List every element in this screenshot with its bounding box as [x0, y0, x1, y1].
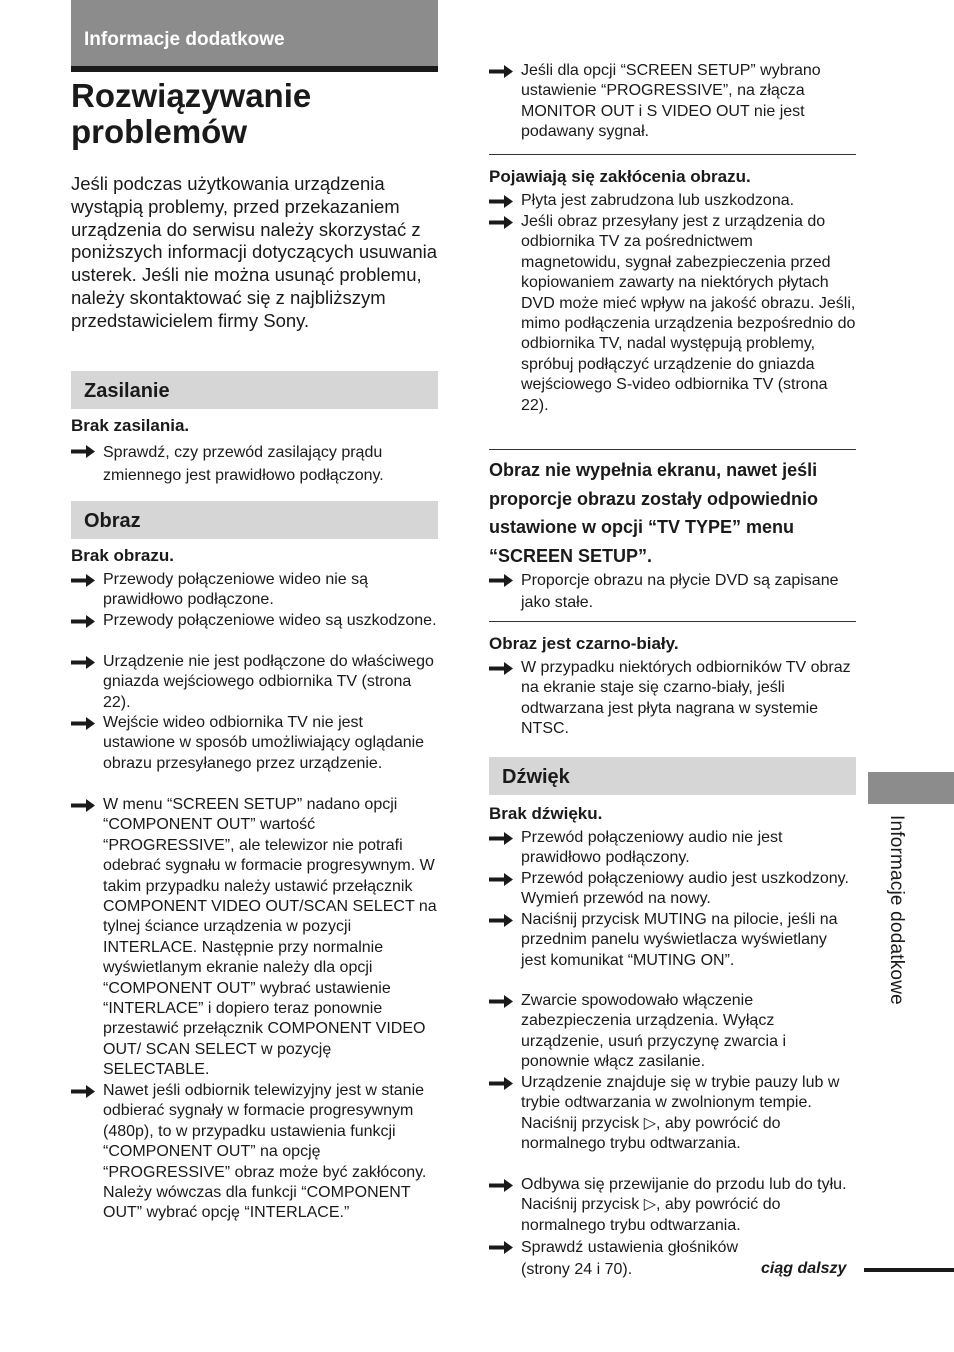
list-item: Jeśli obraz przesyłany jest z urządzenia do odbiornika TV za pośrednictwem magnetowidu, sygnał zabezpieczenia przed kopiowaniem zawarty na niektórych płytach DVD może mieć wpływ na jakość obrazu. Jeśli, mimo podłączenia urządzenia bezpośrednio do odbiornika TV, nadal występują problemy, spróbuj podłączyć urządzenie do gniazda wejściowego S-video odbiornika TV (strona 22).: [489, 212, 856, 416]
page-title: Rozwiązywanie problemów: [71, 77, 312, 150]
problem-brak-zasilania: Brak zasilania.: [71, 416, 190, 435]
arrow-right-icon: [71, 615, 95, 628]
intro-paragraph: Jeśli podczas użytkowania urządzenia wystąpią problemy, przed przekazaniem urządzenia do serwisu należy skorzystać z poniższych informacji dotyczących usuwania usterek. Jeśli nie można usunąć problemu, należy skontaktować się z najbliższym przedstawicielem firmy Sony.: [71, 173, 438, 331]
arrow-right-icon: [71, 656, 95, 669]
list-item: Przewód połączeniowy audio jest uszkodzony. Wymień przewód na nowy.: [489, 869, 856, 910]
problem-czarno-bialy: Obraz jest czarno-biały.: [489, 634, 679, 653]
continued-label: ciąg dalszy: [761, 1260, 847, 1277]
list-item: Płyta jest zabrudzona lub uszkodzona.: [489, 191, 856, 211]
arrow-right-icon: [489, 65, 513, 78]
list-item: W przypadku niektórych odbiorników TV obraz na ekranie staje się czarno-biały, jeśli odtwarzana jest płyta nagrana w systemie NTSC.: [489, 658, 856, 740]
arrow-right-icon: [489, 574, 513, 587]
problem-brak-obrazu: Brak obrazu.: [71, 546, 174, 565]
list-item: Urządzenie znajduje się w trybie pauzy lub w trybie odtwarzania w zwolnionym tempie. Naciśnij przycisk ▷, aby powrócić do normalnego trybu odtwarzania.: [489, 1073, 856, 1155]
list-item: Nawet jeśli odbiornik telewizyjny jest w stanie odbierać sygnały w formacie progresywnym (480p), to w przypadku ustawienia funkcji “COMPONENT OUT” na opcję “PROGRESSIVE” obraz może być zakłócony. Należy wówczas dla funkcji “COMPONENT OUT” wybrać opcję “INTERLACE.”: [71, 1081, 438, 1224]
list-item: Jeśli dla opcji “SCREEN SETUP” wybrano ustawienie “PROGRESSIVE”, na złącza MONITOR OUT i S VIDEO OUT nie jest podawany sygnał.: [489, 61, 856, 143]
divider: [489, 621, 856, 622]
section-obraz: Obraz: [71, 501, 438, 539]
list-item: Przewód połączeniowy audio nie jest prawidłowo podłączony.: [489, 828, 856, 869]
divider: [489, 154, 856, 155]
section-header-label: Informacje dodatkowe: [84, 29, 285, 50]
arrow-right-icon: [71, 799, 95, 812]
list-item: Wejście wideo odbiornika TV nie jest ustawione w sposób umożliwiający oglądanie obrazu przesyłanego przez urządzenie.: [71, 713, 438, 774]
arrow-right-icon: [489, 216, 513, 229]
list-item: Zwarcie spowodowało włączenie zabezpieczenia urządzenia. Wyłącz urządzenie, usuń przyczynę zwarcia i ponownie włącz zasilanie.: [489, 991, 856, 1073]
arrow-right-icon: [71, 1085, 95, 1098]
list-item: Odbywa się przewijanie do przodu lub do tyłu. Naciśnij przycisk ▷, aby powrócić do normalnego trybu odtwarzania.: [489, 1175, 856, 1236]
arrow-right-icon: [489, 1241, 513, 1254]
arrow-right-icon: [489, 832, 513, 845]
section-header-band: [71, 0, 438, 66]
arrow-right-icon: [489, 914, 513, 927]
arrow-right-icon: [489, 662, 513, 675]
arrow-right-icon: [489, 995, 513, 1008]
divider: [489, 449, 856, 450]
arrow-right-icon: [489, 1179, 513, 1192]
arrow-right-icon: [489, 195, 513, 208]
arrow-right-icon: [71, 574, 95, 587]
side-tab-marker: [868, 772, 954, 804]
header-rule: [71, 66, 438, 72]
list-item: W menu “SCREEN SETUP” nadano opcji “COMPONENT OUT” wartość “PROGRESSIVE”, ale telewizor nie potrafi odebrać sygnału w formacie progresywnym. W takim przypadku należy ustawić przełącznik COMPONENT VIDEO OUT/SCAN SELECT na tylnej ściance urządzenia w pozycji INTERLACE. Następnie przy normalnie wyświetlanym ekranie należy dla opcji “COMPONENT OUT” wybrać ustawienie “INTERLACE” i dopiero teraz ponownie przestawić przełącznik COMPONENT VIDEO OUT/ SCAN SELECT w pozycję SELECTABLE.: [71, 795, 438, 1081]
list-item: Proporcje obrazu na płycie DVD są zapisane jako stałe.: [489, 570, 856, 614]
list-item: Urządzenie nie jest podłączone do właściwego gniazda wejściowego odbiornika TV (strona 22).: [71, 652, 438, 713]
continued-rule: [864, 1268, 954, 1272]
side-tab-label: Informacje dodatkowe: [886, 815, 907, 1005]
list-item: Przewody połączeniowe wideo nie są prawidłowo podłączone.: [71, 570, 438, 611]
section-zasilanie: Zasilanie: [71, 371, 438, 409]
problem-brak-dzwieku: Brak dźwięku.: [489, 804, 603, 823]
arrow-right-icon: [71, 445, 95, 458]
problem-zaklocenia: Pojawiają się zakłócenia obrazu.: [489, 167, 751, 186]
list-item: Sprawdź ustawienia głośników (strony 24 i 70).: [489, 1237, 751, 1281]
list-item: Sprawdź, czy przewód zasilający prądu zmiennego jest prawidłowo podłączony.: [71, 441, 438, 487]
arrow-right-icon: [71, 717, 95, 730]
section-dzwiek: Dźwięk: [489, 757, 856, 795]
arrow-right-icon: [489, 1077, 513, 1090]
list-item: Przewody połączeniowe wideo są uszkodzone.: [71, 611, 438, 631]
arrow-right-icon: [489, 873, 513, 886]
problem-obraz-nie-wypelnia: Obraz nie wypełnia ekranu, nawet jeśli proporcje obrazu zostały odpowiednio ustawione w opcji “TV TYPE” menu “SCREEN SETUP”.: [489, 460, 819, 566]
list-item: Naciśnij przycisk MUTING na pilocie, jeśli na przednim panelu wyświetlacza wyświetlany jest komunikat “MUTING ON”.: [489, 910, 856, 971]
